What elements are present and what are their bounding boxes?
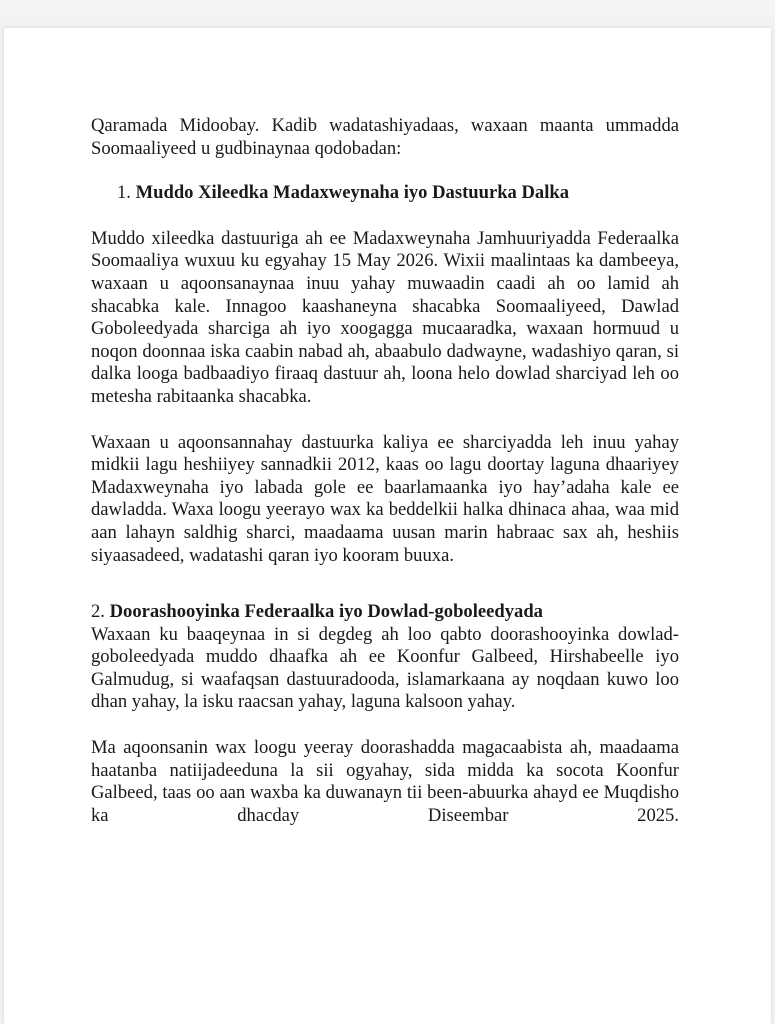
document-body: [91, 115, 679, 827]
section-2-heading: [91, 601, 679, 624]
intro-paragraph: Qaramada Midoobay. Kadib wadatashiyadaas, waxaan maanta ummadda Soomaaliyeed u gudbinaynaa qodobadan:: [91, 115, 679, 159]
section-1-paragraph-2: Waxaan u aqoonsannahay dastuurka kaliya ee sharciyadda leh inuu yahay midkii lagu heshiiyey sannadkii 2012, kaas oo lagu doortay laguna dhaariyey Madaxweynaha iyo labada gole ee baarlamaanka iyo hay’adaha kale ee dawladda. Waxa loogu yeerayo wax ka beddelkii halka dhinaca ahaa, waa mid aan lahayn saldhig sharci, maadaama uusan marin habraac sax ah, heshiis siyaasadeed, wadatashi qaran iyo kooram buuxa.: [91, 431, 679, 566]
background-strip: [0, 0, 775, 18]
section-2-paragraph-1: Waxaan ku baaqeynaa in si degdeg ah loo qabto doorashooyinka dowlad-goboleedyada muddo dhaafka ah ee Koonfur Galbeed, Hirshabeelle iyo Galmudug, si waafaqsan dastuuradooda, islamarkaana ay noqdaan kuwo loo dhan yahay, la isku raacsan yahay, laguna kalsoon yahay.: [91, 623, 679, 713]
section-2-paragraph-2: Ma aqoonsanin wax loogu yeeray doorashadda magacaabista ah, maadaama haatanba natiijadeeduna la sii ogyahay, sida midda ka socota Koonfur Galbeed, taas oo aan waxba ka duwanayn tii been-abuurka ahayd ee Muqdisho ka dhacday Diseembar 2025.: [91, 737, 679, 826]
section-1-number: 1.: [117, 182, 131, 204]
section-1-paragraph-1: Muddo xileedka dastuuriga ah ee Madaxweynaha Jamhuuriyadda Federaalka Soomaaliya wuxuu ku egyahay 15 May 2026. Wixii maalintaas ka dambeeya, waxaan u aqoonsanaynaa inuu yahay muwaadin caadi ah oo lamid ah shacabka kale. Innagoo kaashaneyna shacabka Soomaaliyeed, Dawlad Goboleedyada sharciga ah iyo xoogagga mucaaradka, waxaan hormuud u noqon doonnaa iska caabin nabad ah, abaabulo dadwayne, wadashiyo qaran, si dalka looga badbaadiyo firaaq dastuur ah, loona helo dowlad sharciyad leh oo metesha rabitaanka shacabka.: [91, 227, 679, 407]
section-1-heading: [117, 182, 679, 205]
section-1-title: Muddo Xileedka Madaxweynaha iyo Dastuurka Dalka: [135, 182, 570, 204]
section-2-title: Doorashooyinka Federaalka iyo Dowlad-goboleedyada: [109, 601, 543, 623]
section-2-number: 2.: [91, 601, 105, 623]
